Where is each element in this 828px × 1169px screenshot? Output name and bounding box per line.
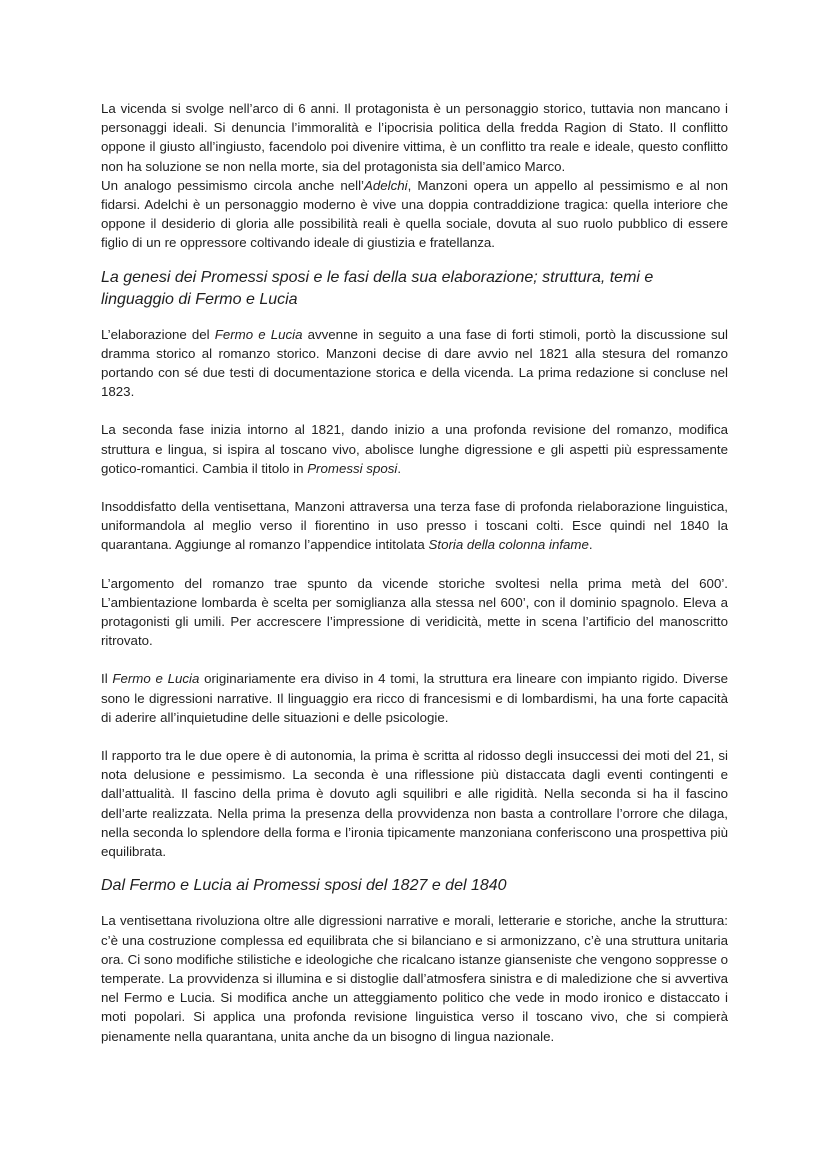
section1-paragraph-6: Il rapporto tra le due opere è di autonomia, la prima è scritta al ridosso degli insuccessi dei moti del 21, si nota delusione e pessimismo. La seconda è una riflessione più distaccata dagli eventi contingenti e dall’attualità. Il fascino della prima è dovuto agli squilibri e alle rigidità. Nella seconda si ha il fascino dell’arte realizzata. Nella prima la presenza della provvidenza non basta a controllare l’orrore che dilaga, nella seconda lo splendore della forma e l’ironia tipicamente manzoniana conferiscono una prospettiva più equilibrata. <box>101 748 728 860</box>
section1-paragraph-5 <box>101 669 728 727</box>
intro-paragraph-1: La vicenda si svolge nell’arco di 6 anni. Il protagonista è un personaggio storico, tuttavia non mancano i personaggi ideali. Si denuncia l’immoralità e l’ipocrisia politica della fredda Ragion di Stato. Il conflitto oppone il giusto all’ingiusto, facendolo poi divenire vittima, è un conflitto tra reale e ideale, questo conflitto non ha soluzione se non nella morte, sia del protagonista sia dell’amico Marco. <box>101 101 728 174</box>
section2-paragraph-1: La ventisettana rivoluziona oltre alle digressioni narrative e morali, letterarie e storiche, anche la struttura: c’è una costruzione complessa ed equilibrata che si bilanciano e si armonizzano, c’è una struttura unitaria ora. Ci sono modifiche stilistiche e ideologiche che ricalcano istanze gianseniste che vengono soppresse o temperate. La provvidenza si illumina e si distoglie dall’atmosfera sinistra e di maledizione che si avvertiva nel Fermo e Lucia. Si modifica anche un atteggiamento politico che vede in modo ironico e distaccato i moti popolari. Si applica una profonda revisione linguistica verso il toscano vivo, che si compierà pienamente nella quarantana, unita anche da un bisogno di lingua nazionale. <box>101 913 728 1044</box>
text-run: Insoddisfatto della ventisettana, Manzoni attraversa una terza fase di profonda rielaborazione linguistica, uniformandola al meglio verso il fiorentino in uso presso i toscani colti. Esce quindi nel 1840 la quarantana. Aggiunge al romanzo l’appendice intitolata <box>101 499 728 553</box>
italic-title: Fermo e Lucia <box>214 326 303 342</box>
section-heading-genesi: La genesi dei Promessi sposi e le fasi della sua elaborazione; struttura, temi e linguaggio di Fermo e Lucia <box>101 268 654 308</box>
italic-title: Fermo e Lucia <box>112 671 200 687</box>
text-run: L’elaborazione del <box>101 326 215 342</box>
text-run: Il <box>101 671 113 687</box>
text-run: , Manzoni opera un appello al pessimismo e al non fidarsi. Adelchi è un personaggio moderno è vive una doppia contraddizione tragica: quella interiore che oppone il desiderio di gloria alle possibilità reali è quella sociale, dovuta al suo ruolo pubblico di essere figlio di un re oppressore coltivando ideale di giustizia e fratellanza. <box>101 177 728 251</box>
italic-title: Storia della colonna infame <box>428 537 589 553</box>
section-heading-fermo-promessi: Dal Fermo e Lucia ai Promessi sposi del 1827 e del 1840 <box>101 877 507 895</box>
section1-paragraph-3 <box>101 497 728 555</box>
section1-paragraph-4: L’argomento del romanzo trae spunto da vicende storiche svoltesi nella prima metà del 600’. L’ambientazione lombarda è scelta per somiglianza alla stessa nel 600’, con il dominio spagnolo. Eleva a protagonisti gli umili. Per accrescere l’impressione di veridicità, mette in scena l’artificio del manoscritto ritrovato. <box>101 575 728 649</box>
intro-paragraph-2 <box>101 176 728 253</box>
text-run: . <box>397 460 402 476</box>
document-page <box>101 99 728 1046</box>
italic-title: Promessi sposi <box>307 460 398 476</box>
text-run: Un analogo pessimismo circola anche nell’ <box>101 177 364 193</box>
section1-paragraph-1 <box>101 325 728 402</box>
text-run: avvenne in seguito a una fase di forti stimoli, portò la discussione sul dramma storico al romanzo storico. Manzoni decise di dare avvio nel 1821 alla stesura del romanzo portando con sé due testi di documentazione storica e della vicenda. La prima redazione si concluse nel 1823. <box>101 326 728 400</box>
text-run: originariamente era diviso in 4 tomi, la struttura era lineare con impianto rigido. Diverse sono le digressioni narrative. Il linguaggio era ricco di francesismi e di lombardismi, ha una forte capacità di aderire all’inquietudine delle situazioni e delle psicologie. <box>101 671 728 725</box>
text-run: La seconda fase inizia intorno al 1821, dando inizio a una profonda revisione del romanzo, modifica struttura e lingua, si ispira al toscano vivo, abolisce lunghe digressione e gli aspetti più espressamente gotico-romantici. Cambia il titolo in <box>101 422 728 476</box>
text-run: . <box>588 537 593 553</box>
italic-title: Adelchi <box>363 177 408 193</box>
section1-paragraph-2 <box>101 420 728 478</box>
